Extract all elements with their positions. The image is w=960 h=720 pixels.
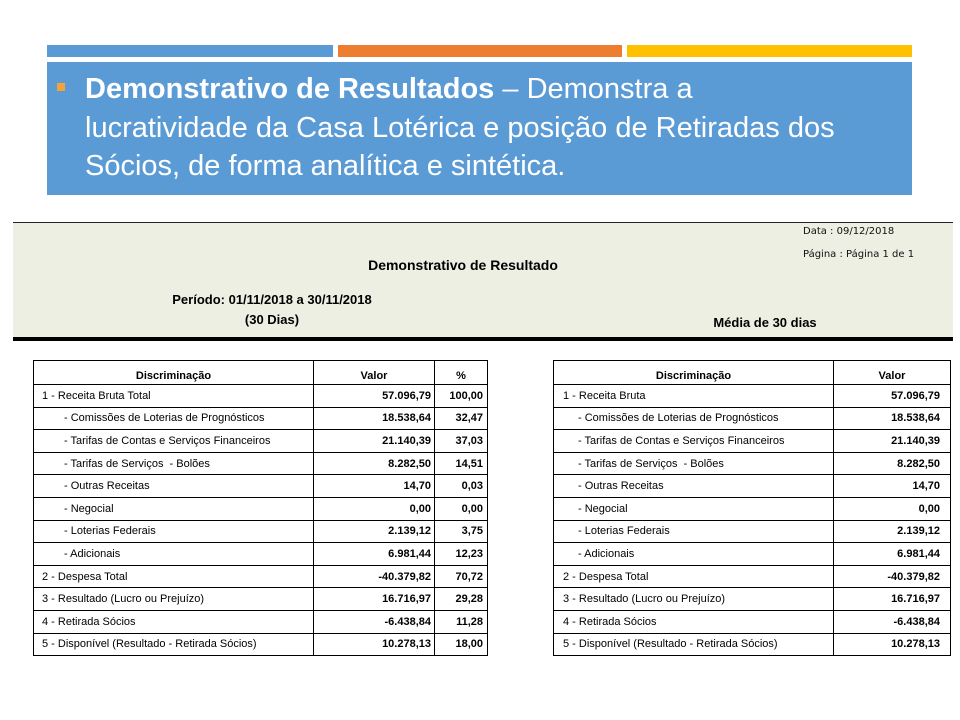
row-percent: 14,51 xyxy=(435,452,488,475)
row-value: 16.716,97 xyxy=(314,588,435,611)
table-row xyxy=(34,588,488,611)
row-value: 16.716,97 xyxy=(834,588,951,611)
row-label: 1 - Receita Bruta Total xyxy=(34,385,314,408)
square-bullet-icon xyxy=(57,83,65,91)
row-value: 14,70 xyxy=(834,475,951,498)
row-label: 4 - Retirada Sócios xyxy=(554,610,834,633)
table-row xyxy=(554,565,951,588)
row-label: 5 - Disponível (Resultado - Retirada Sócios) xyxy=(34,633,314,656)
row-label: - Adicionais xyxy=(34,543,314,566)
row-value: -6.438,84 xyxy=(314,610,435,633)
row-value: 18.538,64 xyxy=(834,407,951,430)
row-label: - Negocial xyxy=(34,497,314,520)
row-label: - Comissões de Loterias de Prognósticos xyxy=(34,407,314,430)
report-title: Demonstrativo de Resultado xyxy=(368,257,558,273)
table-row xyxy=(554,497,951,520)
table-row xyxy=(34,497,488,520)
slide-bullet-text xyxy=(85,70,849,186)
accent-bar-yellow xyxy=(627,45,912,57)
row-label: - Negocial xyxy=(554,497,834,520)
row-label: - Tarifas de Contas e Serviços Financeiros xyxy=(554,430,834,453)
table-row xyxy=(554,452,951,475)
table-row xyxy=(554,385,951,408)
row-value: -40.379,82 xyxy=(314,565,435,588)
row-label: - Tarifas de Serviços - Bolões xyxy=(34,452,314,475)
row-value: 10.278,13 xyxy=(834,633,951,656)
row-label: - Comissões de Loterias de Prognósticos xyxy=(554,407,834,430)
report-days: (30 Dias) xyxy=(244,312,300,327)
report-page-number: Página : Página 1 de 1 xyxy=(803,249,915,260)
row-value: 14,70 xyxy=(314,475,435,498)
row-percent: 29,28 xyxy=(435,588,488,611)
row-value: 8.282,50 xyxy=(314,452,435,475)
row-percent: 100,00 xyxy=(435,385,488,408)
label-column-header: Discriminação xyxy=(34,361,314,385)
table-row xyxy=(34,385,488,408)
row-label: - Outras Receitas xyxy=(554,475,834,498)
row-value: 10.278,13 xyxy=(314,633,435,656)
percent-column-header: % xyxy=(435,361,488,385)
table-row xyxy=(34,430,488,453)
row-percent: 3,75 xyxy=(435,520,488,543)
row-value: 8.282,50 xyxy=(834,452,951,475)
table-row xyxy=(554,407,951,430)
row-label: 3 - Resultado (Lucro ou Prejuízo) xyxy=(554,588,834,611)
row-percent: 70,72 xyxy=(435,565,488,588)
row-value: -40.379,82 xyxy=(834,565,951,588)
row-value: 57.096,79 xyxy=(314,385,435,408)
row-value: 0,00 xyxy=(314,497,435,520)
table-row xyxy=(34,565,488,588)
table-row xyxy=(34,520,488,543)
row-label: - Tarifas de Contas e Serviços Financeiros xyxy=(34,430,314,453)
row-label: - Loterias Federais xyxy=(34,520,314,543)
report-date: Data : 09/12/2018 xyxy=(803,226,895,237)
table-row xyxy=(34,633,488,656)
row-percent: 32,47 xyxy=(435,407,488,430)
slide-text-box xyxy=(47,62,912,195)
row-label: 3 - Resultado (Lucro ou Prejuízo) xyxy=(34,588,314,611)
row-value: 21.140,39 xyxy=(834,430,951,453)
table-row xyxy=(554,633,951,656)
table-row xyxy=(34,610,488,633)
row-value: 2.139,12 xyxy=(834,520,951,543)
value-column-header: Valor xyxy=(834,361,951,385)
label-column-header: Discriminação xyxy=(554,361,834,385)
table-row xyxy=(554,520,951,543)
row-percent: 18,00 xyxy=(435,633,488,656)
row-value: -6.438,84 xyxy=(834,610,951,633)
row-value: 6.981,44 xyxy=(314,543,435,566)
accent-bar-orange xyxy=(338,45,622,57)
table-row xyxy=(34,407,488,430)
row-value: 57.096,79 xyxy=(834,385,951,408)
row-percent: 37,03 xyxy=(435,430,488,453)
row-value: 2.139,12 xyxy=(314,520,435,543)
row-label: 2 - Despesa Total xyxy=(554,565,834,588)
report-header-divider xyxy=(13,337,953,341)
analytic-results-table xyxy=(33,360,488,656)
row-value: 18.538,64 xyxy=(314,407,435,430)
row-label: 2 - Despesa Total xyxy=(34,565,314,588)
row-label: - Outras Receitas xyxy=(34,475,314,498)
accent-bar-blue xyxy=(47,45,333,57)
row-label: 4 - Retirada Sócios xyxy=(34,610,314,633)
row-label: 1 - Receita Bruta xyxy=(554,385,834,408)
row-percent: 12,23 xyxy=(435,543,488,566)
table-row xyxy=(554,430,951,453)
table-header-row xyxy=(34,361,488,385)
average-results-table xyxy=(553,360,951,656)
table-row xyxy=(34,475,488,498)
table-row xyxy=(34,452,488,475)
row-label: 5 - Disponível (Resultado - Retirada Sócios) xyxy=(554,633,834,656)
row-value: 6.981,44 xyxy=(834,543,951,566)
row-label: - Loterias Federais xyxy=(554,520,834,543)
report-average-label: Média de 30 dias xyxy=(713,315,817,330)
row-percent: 11,28 xyxy=(435,610,488,633)
slide-heading-bold: Demonstrativo de Resultados xyxy=(85,73,495,105)
value-column-header: Valor xyxy=(314,361,435,385)
row-percent: 0,00 xyxy=(435,497,488,520)
row-percent: 0,03 xyxy=(435,475,488,498)
report-period: Período: 01/11/2018 a 30/11/2018 xyxy=(172,292,372,307)
table-row xyxy=(34,543,488,566)
row-label: - Tarifas de Serviços - Bolões xyxy=(554,452,834,475)
row-value: 21.140,39 xyxy=(314,430,435,453)
table-row xyxy=(554,475,951,498)
table-row xyxy=(554,588,951,611)
table-row xyxy=(554,610,951,633)
slide-heading-text: – Demonstra a lucratividade da Casa Lotérica e posição de Retiradas dos Sócios, de forma analítica e sintética. xyxy=(85,73,835,182)
row-label: - Adicionais xyxy=(554,543,834,566)
row-value: 0,00 xyxy=(834,497,951,520)
report-header xyxy=(13,223,953,337)
table-header-row xyxy=(554,361,951,385)
table-row xyxy=(554,543,951,566)
